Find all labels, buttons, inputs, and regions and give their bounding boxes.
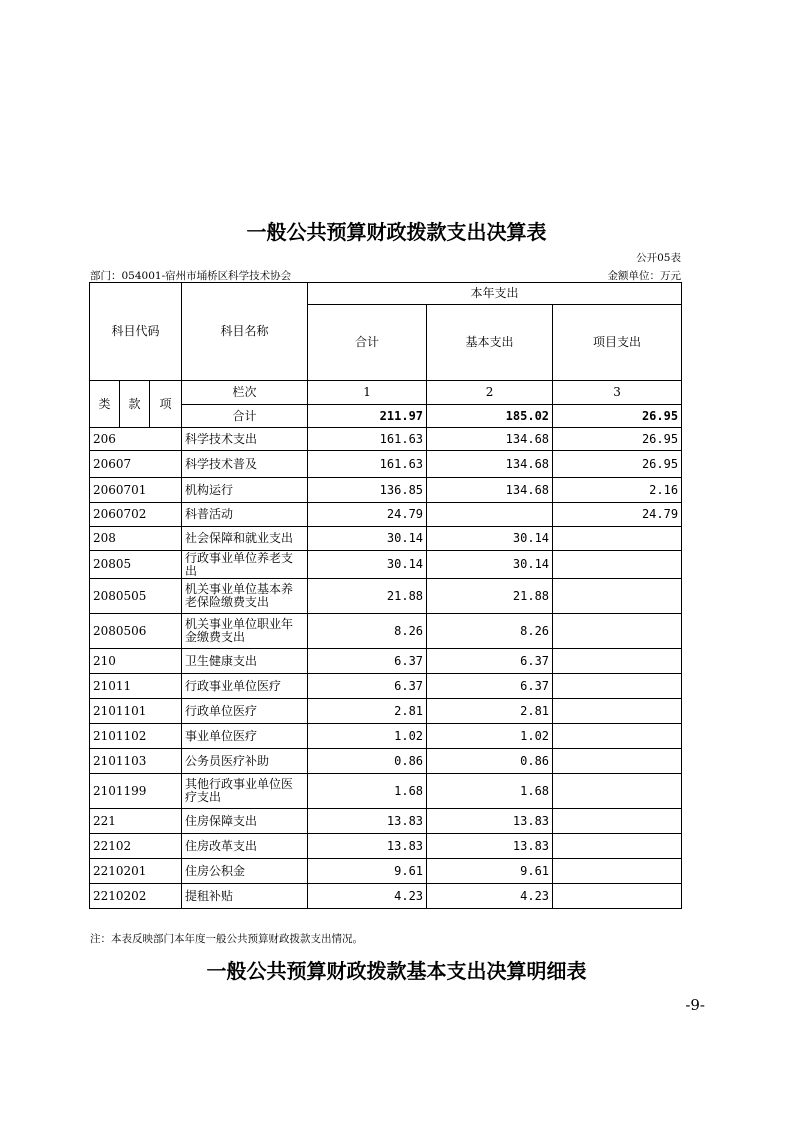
next-section-title: 一般公共预算财政拨款基本支出决算明细表 — [206, 959, 587, 983]
row-basic: 134.68 — [427, 451, 553, 478]
sum-label: 合计 — [182, 405, 308, 428]
header-subject-name: 科目名称 — [182, 283, 308, 381]
row-name: 机关事业单位职业年金缴费支出 — [182, 614, 308, 649]
row-name: 住房保障支出 — [182, 809, 308, 834]
table-row — [90, 749, 682, 774]
row-total: 30.14 — [308, 527, 427, 551]
table-row — [90, 699, 682, 724]
row-code: 2060701 — [90, 478, 182, 503]
row-code: 20607 — [90, 451, 182, 478]
row-basic: 1.02 — [427, 724, 553, 749]
table-row — [90, 724, 682, 749]
row-code: 2210201 — [90, 859, 182, 884]
row-total: 6.37 — [308, 649, 427, 674]
row-code: 2080506 — [90, 614, 182, 649]
row-code: 2101199 — [90, 774, 182, 809]
table-row — [90, 579, 682, 614]
row-name: 行政事业单位医疗 — [182, 674, 308, 699]
row-total: 136.85 — [308, 478, 427, 503]
table-row — [90, 774, 682, 809]
row-total: 1.68 — [308, 774, 427, 809]
column-number-3: 3 — [553, 381, 682, 405]
row-code: 2080505 — [90, 579, 182, 614]
header-project: 项目支出 — [553, 305, 682, 381]
row-total: 13.83 — [308, 834, 427, 859]
row-name: 其他行政事业单位医疗支出 — [182, 774, 308, 809]
row-basic: 9.61 — [427, 859, 553, 884]
row-basic: 21.88 — [427, 579, 553, 614]
row-code: 20805 — [90, 551, 182, 579]
row-basic: 134.68 — [427, 478, 553, 503]
row-total: 2.81 — [308, 699, 427, 724]
row-basic: 134.68 — [427, 428, 553, 451]
table-row — [90, 503, 682, 527]
row-project — [553, 834, 682, 859]
row-code: 210 — [90, 649, 182, 674]
row-code: 2060702 — [90, 503, 182, 527]
row-basic: 2.81 — [427, 699, 553, 724]
table-row — [90, 859, 682, 884]
row-total: 8.26 — [308, 614, 427, 649]
row-name: 社会保障和就业支出 — [182, 527, 308, 551]
row-name: 卫生健康支出 — [182, 649, 308, 674]
table-row — [90, 478, 682, 503]
table-row — [90, 527, 682, 551]
row-basic: 13.83 — [427, 809, 553, 834]
column-number-2: 2 — [427, 381, 553, 405]
header-total: 合计 — [308, 305, 427, 381]
row-project — [553, 527, 682, 551]
row-code: 2101102 — [90, 724, 182, 749]
header-kuan: 款 — [120, 381, 150, 428]
row-project: 26.95 — [553, 451, 682, 478]
page-title: 一般公共预算财政拨款支出决算表 — [246, 220, 547, 244]
table-row — [90, 884, 682, 909]
row-basic: 6.37 — [427, 674, 553, 699]
row-name: 行政事业单位养老支出 — [182, 551, 308, 579]
row-basic — [427, 503, 553, 527]
row-basic: 6.37 — [427, 649, 553, 674]
table-row — [90, 649, 682, 674]
row-basic: 1.68 — [427, 774, 553, 809]
row-basic: 0.86 — [427, 749, 553, 774]
row-project — [553, 724, 682, 749]
row-name: 科学技术支出 — [182, 428, 308, 451]
row-total: 161.63 — [308, 428, 427, 451]
row-project — [553, 579, 682, 614]
row-total: 0.86 — [308, 749, 427, 774]
expenditure-table — [89, 282, 682, 909]
row-code: 208 — [90, 527, 182, 551]
row-project — [553, 674, 682, 699]
header-lanci: 栏次 — [182, 381, 308, 405]
row-project — [553, 551, 682, 579]
row-project — [553, 809, 682, 834]
row-project — [553, 749, 682, 774]
row-total: 1.02 — [308, 724, 427, 749]
row-basic: 30.14 — [427, 527, 553, 551]
unit-label: 金额单位：万元 — [607, 270, 681, 282]
row-total: 30.14 — [308, 551, 427, 579]
row-basic: 30.14 — [427, 551, 553, 579]
row-total: 13.83 — [308, 809, 427, 834]
row-project: 24.79 — [553, 503, 682, 527]
table-row — [90, 834, 682, 859]
row-code: 2101103 — [90, 749, 182, 774]
table-row — [90, 428, 682, 451]
row-project — [553, 649, 682, 674]
table-row — [90, 451, 682, 478]
header-basic: 基本支出 — [427, 305, 553, 381]
row-name: 行政单位医疗 — [182, 699, 308, 724]
row-name: 住房改革支出 — [182, 834, 308, 859]
row-name: 提租补贴 — [182, 884, 308, 909]
sum-basic: 185.02 — [427, 405, 553, 428]
row-code: 2210202 — [90, 884, 182, 909]
row-name: 事业单位医疗 — [182, 724, 308, 749]
row-basic: 13.83 — [427, 834, 553, 859]
row-basic: 8.26 — [427, 614, 553, 649]
row-project — [553, 859, 682, 884]
sum-total: 211.97 — [308, 405, 427, 428]
row-total: 161.63 — [308, 451, 427, 478]
row-code: 22102 — [90, 834, 182, 859]
sum-project: 26.95 — [553, 405, 682, 428]
table-number: 公开05表 — [636, 252, 681, 264]
table-row — [90, 614, 682, 649]
row-project — [553, 774, 682, 809]
row-name: 机关事业单位基本养老保险缴费支出 — [182, 579, 308, 614]
row-name: 科普活动 — [182, 503, 308, 527]
row-total: 9.61 — [308, 859, 427, 884]
row-code: 206 — [90, 428, 182, 451]
row-total: 4.23 — [308, 884, 427, 909]
row-name: 住房公积金 — [182, 859, 308, 884]
row-name: 机构运行 — [182, 478, 308, 503]
row-name: 公务员医疗补助 — [182, 749, 308, 774]
header-lei: 类 — [90, 381, 120, 428]
row-name: 科学技术普及 — [182, 451, 308, 478]
header-current-year: 本年支出 — [308, 283, 682, 305]
row-project — [553, 614, 682, 649]
header-xiang: 项 — [150, 381, 182, 428]
table-row — [90, 674, 682, 699]
row-code: 2101101 — [90, 699, 182, 724]
row-project: 2.16 — [553, 478, 682, 503]
department-label: 部门：054001-宿州市埇桥区科学技术协会 — [90, 270, 292, 282]
row-total: 24.79 — [308, 503, 427, 527]
row-project: 26.95 — [553, 428, 682, 451]
row-project — [553, 699, 682, 724]
row-project — [553, 884, 682, 909]
table-row — [90, 551, 682, 579]
row-code: 221 — [90, 809, 182, 834]
table-note: 注：本表反映部门本年度一般公共预算财政拨款支出情况。 — [90, 933, 363, 945]
column-number-1: 1 — [308, 381, 427, 405]
row-basic: 4.23 — [427, 884, 553, 909]
header-subject-code: 科目代码 — [90, 283, 182, 381]
table-row — [90, 809, 682, 834]
row-total: 21.88 — [308, 579, 427, 614]
row-total: 6.37 — [308, 674, 427, 699]
page-number: -9- — [685, 996, 705, 1014]
row-code: 21011 — [90, 674, 182, 699]
